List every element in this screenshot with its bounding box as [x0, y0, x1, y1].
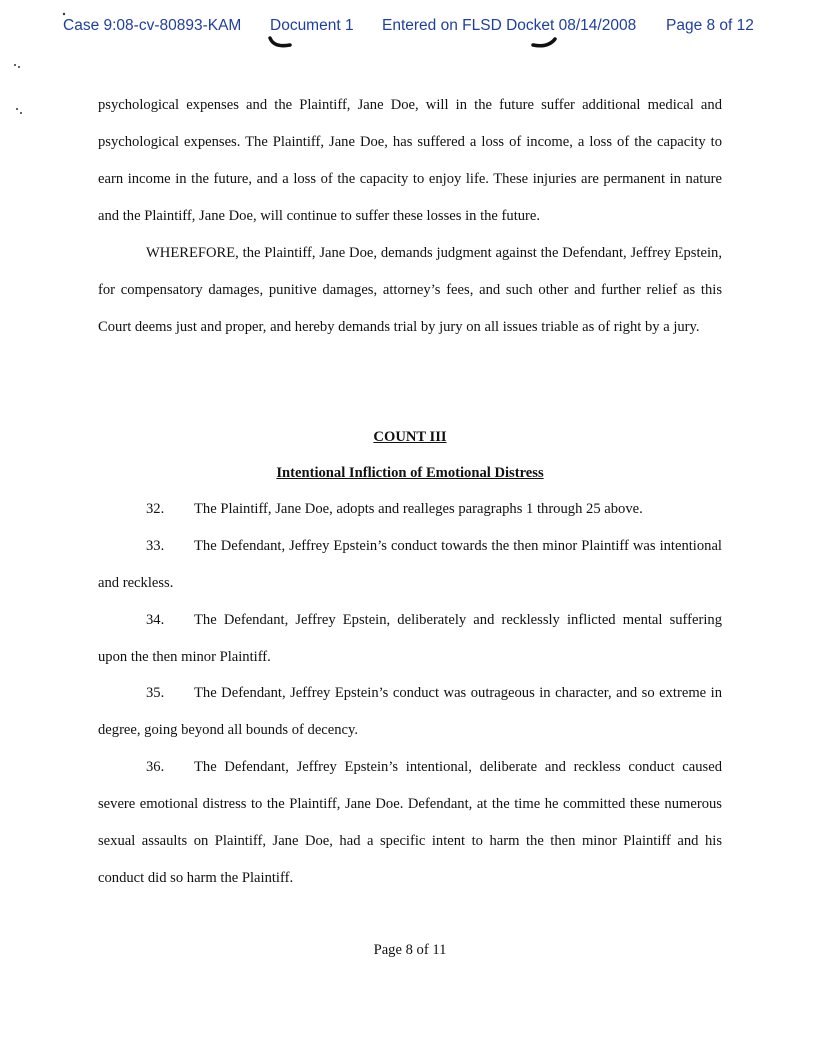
count-title: COUNT III [373, 429, 447, 445]
paragraph-number: 32. [146, 501, 165, 517]
numbered-paragraph [98, 675, 722, 749]
scan-speck [60, 10, 68, 18]
entered-date: Entered on FLSD Docket 08/14/2008 [382, 17, 637, 34]
paragraph-number: 36. [146, 759, 165, 775]
docket-header [0, 17, 820, 39]
footer-page-number: Page 8 of 11 [373, 942, 447, 958]
scan-mark-right [530, 36, 558, 50]
wherefore-paragraph: WHEREFORE, the Plaintiff, Jane Doe, demands judgment against the Defendant, Jeffrey Epstein, for compensatory damages, punitive damages, attorney’s fees, and such other and further relief as this Court deems just and proper, and hereby demands trial by jury on all issues triable as of right by a jury. [98, 245, 722, 335]
numbered-paragraph [98, 602, 722, 676]
numbered-paragraph [98, 528, 722, 602]
numbered-paragraph [98, 491, 722, 528]
body-paragraph: psychological expenses and the Plaintiff, Jane Doe, will in the future suffer additional medical and psychological expenses. The Plaintiff, Jane Doe, has suffered a loss of income, a loss of the capacity to earn income in the future, and a loss of the capacity to enjoy life. These injuries are permanent in nature and the Plaintiff, Jane Doe, will continue to suffer these losses in the future. [98, 97, 722, 224]
paragraph-number: 33. [146, 538, 165, 554]
count-subtitle: Intentional Infliction of Emotional Distress [276, 465, 544, 481]
paragraph-text: The Defendant, Jeffrey Epstein’s intentional, deliberate and reckless conduct caused severe emotional distress to the Plaintiff, Jane Doe. Defendant, at the time he committed these numerous sexual assaults on Plaintiff, Jane Doe, had a specific intent to harm the then minor Plaintiff and his conduct did so harm the Plaintiff. [98, 759, 722, 886]
paragraph-text: The Defendant, Jeffrey Epstein’s conduct was outrageous in character, and so extreme in degree, going beyond all bounds of decency. [98, 685, 722, 738]
scan-speck [12, 62, 22, 70]
paragraph-text: The Defendant, Jeffrey Epstein, deliberately and recklessly inflicted mental suffering upon the then minor Plaintiff. [98, 612, 722, 665]
document-number: Document 1 [270, 17, 354, 34]
scan-mark-left [268, 36, 294, 50]
numbered-paragraph [98, 749, 722, 897]
paragraph-text: The Plaintiff, Jane Doe, adopts and realleges paragraphs 1 through 25 above. [194, 501, 643, 517]
case-number: Case 9:08-cv-80893-KAM [63, 17, 242, 34]
paragraph-text: The Defendant, Jeffrey Epstein’s conduct towards the then minor Plaintiff was intentional and reckless. [98, 538, 722, 591]
header-page-number: Page 8 of 12 [666, 17, 754, 34]
paragraph-number: 35. [146, 685, 165, 701]
scan-speck [14, 106, 24, 116]
paragraph-number: 34. [146, 612, 165, 628]
